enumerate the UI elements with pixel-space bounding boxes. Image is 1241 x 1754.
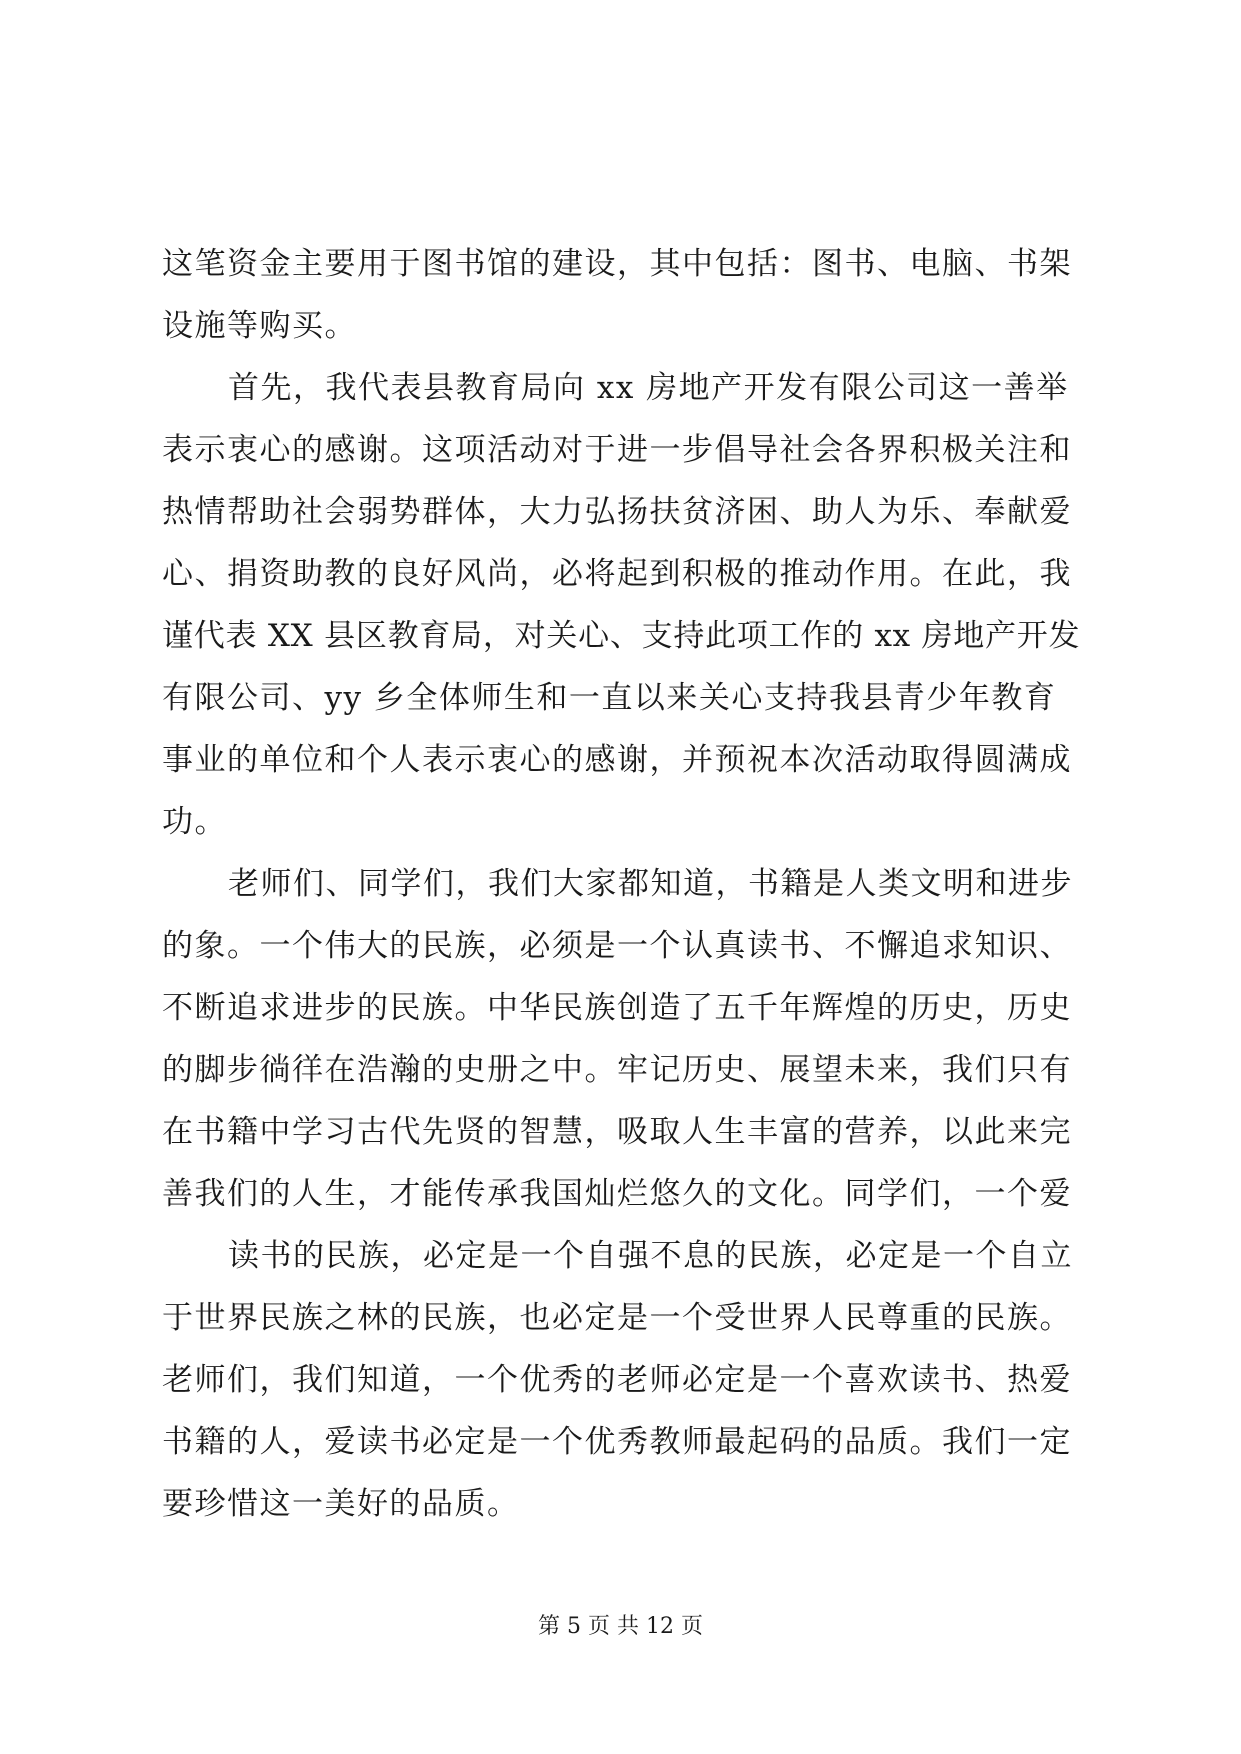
text-line: 在书籍中学习古代先贤的智慧，吸取人生丰富的营养，以此来完 [162,1114,1072,1150]
text-line: 首先，我代表县教育局向 xx 房地产开发有限公司这一善举 [228,370,1069,406]
text-line: 老师们、同学们，我们大家都知道，书籍是人类文明和进步 [228,866,1073,902]
text-line: 心、捐资助教的良好风尚，必将起到积极的推动作用。在此，我 [162,556,1072,592]
text-line: 这笔资金主要用于图书馆的建设，其中包括：图书、电脑、书架 [162,246,1072,282]
page-footer: 第 5 页 共 12 页 [538,1614,703,1639]
text-line: 事业的单位和个人表示衷心的感谢，并预祝本次活动取得圆满成 [162,742,1072,778]
text-line: 表示衷心的感谢。这项活动对于进一步倡导社会各界积极关注和 [162,432,1072,468]
body-text [162,233,1082,1535]
text-line: 要珍惜这一美好的品质。 [162,1486,520,1522]
text-line: 功。 [162,804,227,840]
text-line: 设施等购买。 [162,308,357,344]
text-line: 的脚步徜徉在浩瀚的史册之中。牢记历史、展望未来，我们只有 [162,1052,1072,1088]
text-line: 不断追求进步的民族。中华民族创造了五千年辉煌的历史，历史 [162,990,1072,1026]
text-line: 书籍的人，爱读书必定是一个优秀教师最起码的品质。我们一定 [162,1424,1072,1460]
text-line: 老师们，我们知道，一个优秀的老师必定是一个喜欢读书、热爱 [162,1362,1072,1398]
text-line: 于世界民族之林的民族，也必定是一个受世界人民尊重的民族。 [162,1300,1072,1336]
text-line: 热情帮助社会弱势群体，大力弘扬扶贫济困、助人为乐、奉献爱 [162,494,1072,530]
text-line: 善我们的人生，才能传承我国灿烂悠久的文化。同学们，一个爱 [162,1176,1072,1212]
text-line: 有限公司、yy 乡全体师生和一直以来关心支持我县青少年教育 [162,680,1057,716]
text-line: 谨代表 XX 县区教育局，对关心、支持此项工作的 xx 房地产开发 [162,618,1081,654]
text-line: 的象。一个伟大的民族，必须是一个认真读书、不懈追求知识、 [162,928,1072,964]
text-line: 读书的民族，必定是一个自强不息的民族，必定是一个自立 [228,1238,1073,1274]
